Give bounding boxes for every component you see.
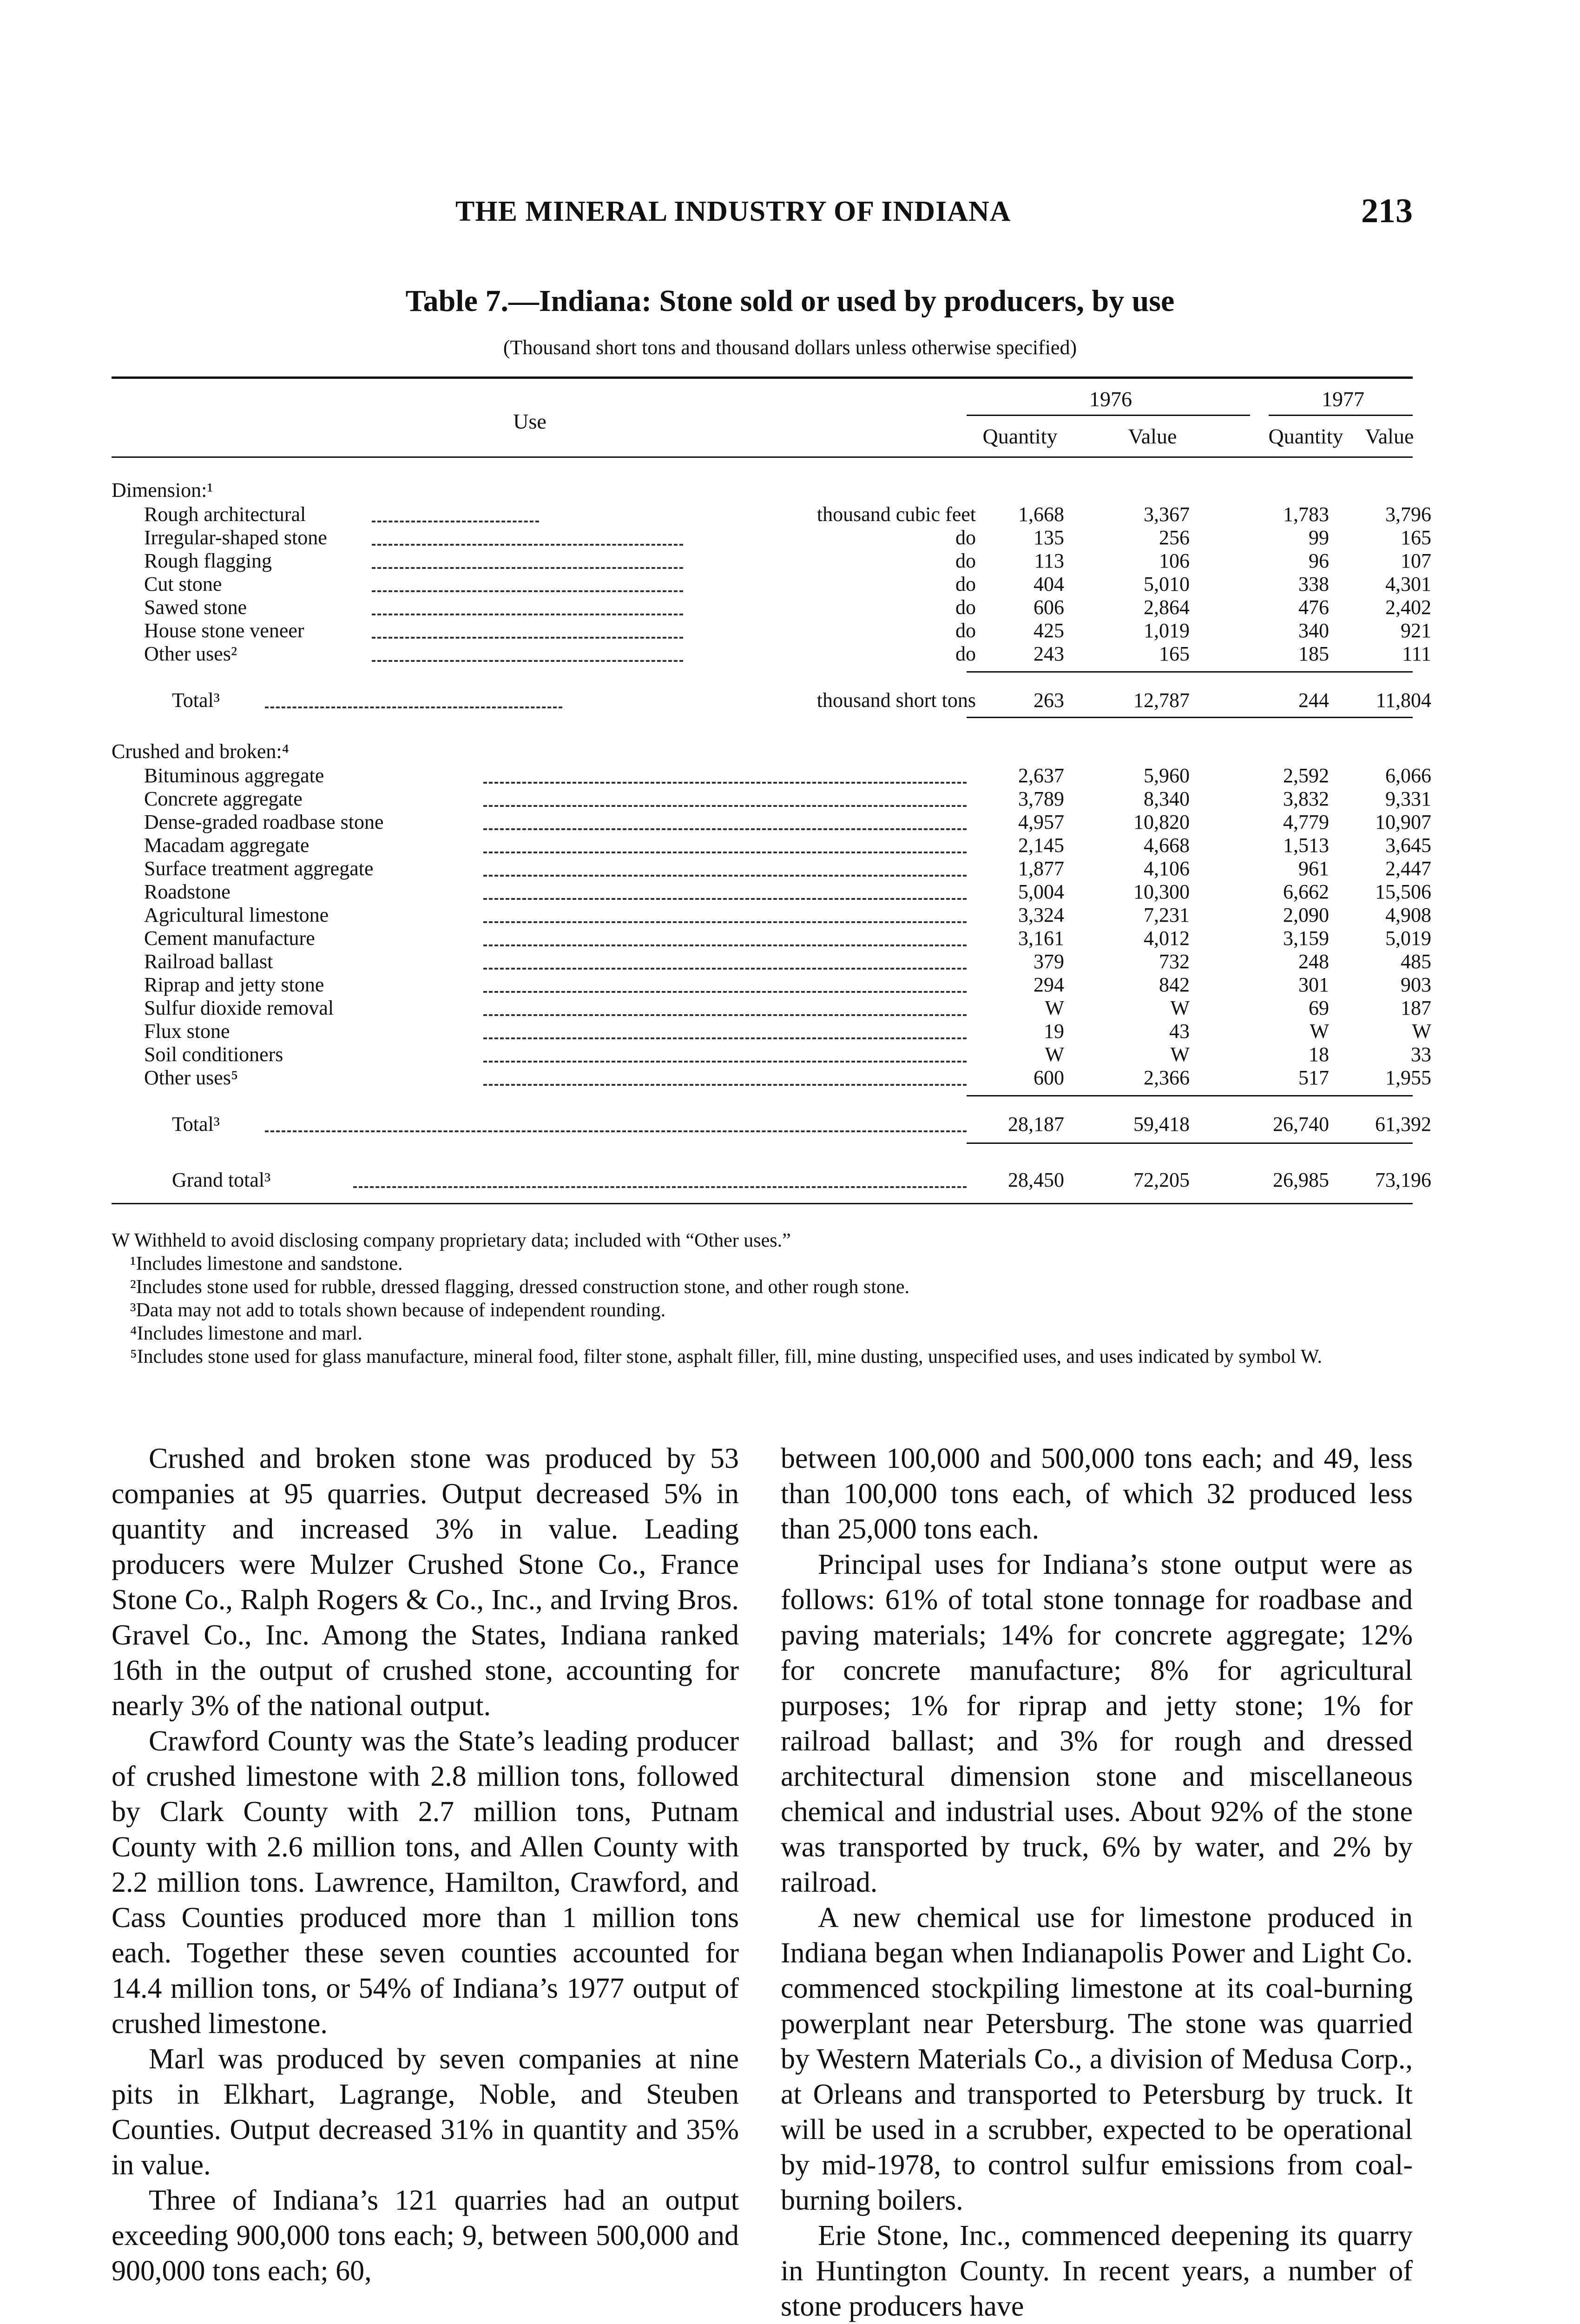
cell-q77: 338: [1298, 573, 1329, 595]
row-label: Dense-graded roadbase stone: [144, 811, 384, 833]
table-footnote: ⁵Includes stone used for glass manufacture, mineral food, filter stone, asphalt filler, fill, mine dusting, unspecified uses, and uses indicated by symbol W.: [130, 1346, 1323, 1367]
header-bottom-rule: [112, 456, 1413, 458]
cell-v76: 4,106: [1144, 857, 1190, 880]
row-label: Other uses⁵: [144, 1066, 238, 1089]
cell-q76: 425: [1034, 619, 1064, 642]
row-unit: do: [955, 549, 976, 572]
row-label: Sulfur dioxide removal: [144, 997, 334, 1019]
body-left-column: [112, 1441, 739, 2289]
cell-v76: 4,012: [1144, 927, 1190, 950]
cell-q76: 3,324: [1018, 904, 1064, 926]
table-row: [112, 1066, 1431, 1089]
dot-leader: [372, 590, 683, 615]
dot-leader: [372, 544, 683, 569]
cell-q77: 4,779: [1283, 811, 1329, 833]
table-footnote: ²Includes stone used for rubble, dressed flagging, dressed construction stone, and other rough stone.: [130, 1276, 910, 1298]
table-row: [112, 503, 1431, 526]
dot-leader: [483, 1037, 967, 1063]
cell-q76: W: [1045, 1043, 1064, 1066]
cell-q76: 28,450: [1008, 1169, 1064, 1191]
cell-v77: 2,402: [1385, 596, 1431, 619]
row-label: Railroad ballast: [144, 950, 273, 973]
cell-v76: 72,205: [1133, 1169, 1190, 1191]
cell-v77: 921: [1401, 619, 1431, 642]
col-header-value-1977: Value: [1365, 424, 1414, 448]
cell-q76: 379: [1034, 950, 1064, 973]
body-paragraph-continued: between 100,000 and 500,000 tons each; and 49, less than 100,000 tons each, of which 32 produced less than 25,000 tons each.: [781, 1443, 1413, 1545]
dot-leader: [372, 614, 683, 639]
cell-v77: 73,196: [1375, 1169, 1431, 1191]
table-footnote: ³Data may not add to totals shown because of independent rounding.: [130, 1300, 666, 1321]
table-title: Table 7.—Indiana: Stone sold or used by producers, by use: [405, 284, 1175, 318]
cell-v76: W: [1170, 1043, 1190, 1066]
row-label: Grand total³: [172, 1169, 271, 1191]
cell-q76: 5,004: [1018, 880, 1064, 903]
row-label: Total³: [172, 1113, 220, 1136]
row-label: Other uses²: [144, 642, 237, 665]
table-subtitle: (Thousand short tons and thousand dollars unless otherwise specified): [503, 336, 1077, 359]
cell-v76: 2,366: [1144, 1066, 1190, 1089]
cell-v76: 10,300: [1133, 880, 1190, 903]
cell-q77: 3,832: [1283, 787, 1329, 810]
page-number: 213: [1361, 192, 1413, 230]
row-label: Agricultural limestone: [144, 904, 329, 926]
cell-q77: 244: [1298, 689, 1329, 712]
cell-v76: 732: [1159, 950, 1190, 973]
table-row: [112, 596, 1431, 619]
cell-q77: 2,592: [1283, 764, 1329, 787]
dot-leader: [265, 1107, 967, 1132]
cell-v77: 1,955: [1385, 1066, 1431, 1089]
row-unit: do: [955, 642, 976, 665]
cell-v77: 11,804: [1376, 689, 1431, 712]
dot-leader: [372, 497, 539, 522]
cell-q77: 185: [1298, 642, 1329, 665]
body-paragraph: Principal uses for Indiana’s stone output were as follows: 61% of total stone tonnage for roadbase and paving materials; 14% for concrete aggregate; 12% for concrete manufacture; 8% for agricultural purposes; 1% for riprap and jetty stone; 1% for railroad ballast; and 3% for rough and dressed architectural dimension stone and miscellaneous chemical and industrial uses. About 92% of the stone was transported by truck, 6% by water, and 2% by railroad.: [781, 1549, 1413, 1898]
cell-q76: 600: [1034, 1066, 1064, 1089]
dot-leader: [265, 683, 562, 708]
cell-v76: 8,340: [1144, 787, 1190, 810]
row-label: Sawed stone: [144, 596, 247, 619]
cell-q77: 517: [1298, 1066, 1329, 1089]
dot-leader: [372, 521, 683, 546]
cell-v77: 485: [1401, 950, 1431, 973]
cell-q77: 26,740: [1273, 1113, 1329, 1136]
row-label: Macadam aggregate: [144, 834, 309, 857]
table-row-total: [112, 1113, 1431, 1136]
dot-leader: [483, 828, 967, 853]
section-heading-dimension: [112, 479, 1413, 502]
cell-v76: 43: [1169, 1020, 1190, 1043]
year-1976-underline: [967, 415, 1250, 416]
dot-leader: [483, 805, 967, 830]
cell-v76: 5,960: [1144, 764, 1190, 787]
row-label: Soil conditioners: [144, 1043, 283, 1066]
row-label: Dimension:¹: [112, 479, 213, 502]
body-paragraph: Marl was produced by seven companies at nine pits in Elkhart, Lagrange, Noble, and Steuben Counties. Output decreased 31% in quantity and 35% in value.: [112, 2043, 739, 2181]
cell-q76: 3,789: [1018, 787, 1064, 810]
subtotal-rule: [967, 671, 1413, 673]
col-header-quantity-1976: Quantity: [982, 424, 1058, 448]
cell-v77: 107: [1401, 549, 1431, 572]
cell-q77: 26,985: [1273, 1169, 1329, 1191]
table-row: [112, 619, 1431, 642]
col-header-value-1976: Value: [1128, 424, 1177, 448]
row-label: Concrete aggregate: [144, 787, 303, 810]
cell-q76: 135: [1034, 526, 1064, 549]
dot-leader: [483, 968, 967, 993]
table-footnote: ¹Includes limestone and sandstone.: [130, 1253, 403, 1274]
cell-q77: 2,090: [1283, 904, 1329, 926]
cell-v77: 111: [1402, 642, 1431, 665]
row-unit: do: [955, 526, 976, 549]
grandtotal-rule: [967, 1142, 1413, 1144]
body-paragraph: A new chemical use for limestone produced in Indiana began when Indianapolis Power and Light Co. commenced stockpiling limestone at its coal-burning powerplant near Petersburg. The stone was quarried by Western Materials Co., a division of Medusa Corp., at Orleans and transported to Petersburg by truck. It will be used in a scrubber, expected to be operational by mid-1978, to control sulfur emissions from coal-burning boilers.: [781, 1902, 1413, 2216]
row-unit: do: [955, 573, 976, 595]
dot-leader: [483, 898, 967, 923]
row-label: Rough flagging: [144, 549, 272, 572]
cell-q77: 301: [1298, 973, 1329, 996]
cell-v77: 15,506: [1375, 880, 1431, 903]
row-label: Rough architectural: [144, 503, 306, 526]
cell-v76: 165: [1159, 642, 1190, 665]
subtotal-rule: [967, 1095, 1413, 1096]
cell-q77: 1,513: [1283, 834, 1329, 857]
cell-v77: 9,331: [1385, 787, 1431, 810]
table-footnote: ⁴Includes limestone and marl.: [130, 1323, 362, 1344]
dot-leader: [372, 637, 683, 662]
cell-v77: 5,019: [1385, 927, 1431, 950]
table-footnote: W Withheld to avoid disclosing company proprietary data; included with “Other uses.”: [112, 1230, 791, 1251]
cell-q76: 19: [1044, 1020, 1064, 1043]
dot-leader: [483, 875, 967, 900]
cell-q77: 6,662: [1283, 880, 1329, 903]
dot-leader: [483, 1061, 967, 1086]
col-header-quantity-1977: Quantity: [1268, 424, 1343, 448]
table-row-grand-total: [112, 1169, 1431, 1192]
cell-v77: 3,645: [1385, 834, 1431, 857]
dot-leader: [483, 921, 967, 946]
dot-leader: [483, 759, 967, 784]
row-unit: thousand short tons: [816, 689, 976, 712]
dot-leader: [353, 1163, 967, 1188]
cell-v76: 59,418: [1133, 1113, 1190, 1136]
cell-q77: 340: [1298, 619, 1329, 642]
cell-q77: 3,159: [1283, 927, 1329, 950]
cell-v77: 2,447: [1385, 857, 1431, 880]
cell-v76: 1,019: [1144, 619, 1190, 642]
table-row: [112, 573, 1431, 596]
cell-v76: 106: [1159, 549, 1190, 572]
cell-v76: 12,787: [1133, 689, 1190, 712]
cell-q76: 243: [1034, 642, 1064, 665]
cell-q77: 99: [1309, 526, 1329, 549]
row-label: Riprap and jetty stone: [144, 973, 324, 996]
cell-v76: 256: [1159, 526, 1190, 549]
row-label: Irregular-shaped stone: [144, 526, 327, 549]
row-label: Crushed and broken:⁴: [112, 740, 289, 763]
cell-q77: 476: [1298, 596, 1329, 619]
dot-leader: [483, 782, 967, 807]
col-header-use: Use: [513, 409, 546, 433]
dot-leader: [372, 567, 683, 592]
cell-v77: 4,908: [1385, 904, 1431, 926]
section-rule: [967, 717, 1413, 718]
table-row: [112, 642, 1431, 666]
row-label: Total³: [172, 689, 220, 712]
cell-q77: 18: [1309, 1043, 1329, 1066]
dot-leader: [483, 852, 967, 877]
col-header-1977: 1977: [1322, 387, 1364, 411]
cell-q76: 2,145: [1018, 834, 1064, 857]
cell-v77: 165: [1401, 526, 1431, 549]
cell-v77: 903: [1401, 973, 1431, 996]
cell-v76: 5,010: [1144, 573, 1190, 595]
cell-v76: 4,668: [1144, 834, 1190, 857]
row-unit: do: [955, 619, 976, 642]
cell-q76: 1,877: [1018, 857, 1064, 880]
table-top-rule: [112, 376, 1413, 379]
cell-q76: 606: [1034, 596, 1064, 619]
cell-v76: W: [1170, 997, 1190, 1019]
table-row: [112, 526, 1431, 549]
body-paragraph: Crushed and broken stone was produced by 53 companies at 95 quarries. Output decreased 5% in quantity and increased 3% in value. Leading producers were Mulzer Crushed Stone Co., France Stone Co., Ralph Rogers & Co., Inc., and Irving Bros. Gravel Co., Inc. Among the States, Indiana ranked 16th in the output of crushed stone, accounting for nearly 3% of the national output.: [112, 1443, 739, 1722]
cell-q77: W: [1310, 1020, 1329, 1043]
cell-q76: 404: [1034, 573, 1064, 595]
year-1977-underline: [1269, 415, 1413, 416]
running-title: THE MINERAL INDUSTRY OF INDIANA: [455, 196, 1011, 227]
cell-v76: 2,864: [1144, 596, 1190, 619]
row-unit: thousand cubic feet: [816, 503, 976, 526]
cell-q76: 4,957: [1018, 811, 1064, 833]
row-label: Surface treatment aggregate: [144, 857, 374, 880]
cell-v76: 3,367: [1144, 503, 1190, 526]
row-label: Flux stone: [144, 1020, 230, 1043]
table-row-total: [112, 689, 1431, 712]
dot-leader: [483, 1014, 967, 1039]
cell-v77: 6,066: [1385, 764, 1431, 787]
row-label: Cut stone: [144, 573, 222, 595]
row-unit: do: [955, 596, 976, 619]
row-label: Cement manufacture: [144, 927, 315, 950]
page-header: [112, 192, 1413, 232]
table-row: [112, 549, 1431, 573]
row-label: Bituminous aggregate: [144, 764, 324, 787]
cell-v77: W: [1412, 1020, 1431, 1043]
dot-leader: [483, 991, 967, 1016]
cell-q77: 248: [1298, 950, 1329, 973]
row-label: Roadstone: [144, 880, 230, 903]
cell-q76: 294: [1034, 973, 1064, 996]
cell-q76: 3,161: [1018, 927, 1064, 950]
body-paragraph: Crawford County was the State’s leading producer of crushed limestone with 2.8 million tons, followed by Clark County with 2.7 million tons, Putnam County with 2.6 million tons, and Allen County with 2.2 million tons. Lawrence, Hamilton, Crawford, and Cass Counties produced more than 1 million tons each. Together these seven counties accounted for 14.4 million tons, or 54% of Indiana’s 1977 output of crushed limestone.: [112, 1725, 739, 2040]
cell-q76: 28,187: [1008, 1113, 1064, 1136]
cell-q76: 263: [1034, 689, 1064, 712]
cell-v77: 61,392: [1375, 1113, 1431, 1136]
cell-q76: W: [1045, 997, 1064, 1019]
cell-v77: 10,907: [1375, 811, 1431, 833]
body-paragraph: Erie Stone, Inc., commenced deepening its quarry in Huntington County. In recent years, a number of stone producers have: [781, 2220, 1413, 2322]
cell-v77: 3,796: [1385, 503, 1431, 526]
cell-v76: 7,231: [1144, 904, 1190, 926]
cell-v76: 10,820: [1133, 811, 1190, 833]
cell-q76: 2,637: [1018, 764, 1064, 787]
cell-q76: 1,668: [1018, 503, 1064, 526]
cell-q77: 96: [1309, 549, 1329, 572]
cell-q77: 1,783: [1283, 503, 1329, 526]
col-header-1976: 1976: [1089, 387, 1132, 411]
cell-v77: 33: [1411, 1043, 1431, 1066]
row-label: House stone veneer: [144, 619, 304, 642]
cell-v77: 187: [1401, 997, 1431, 1019]
table-bottom-rule: [112, 1203, 1413, 1204]
cell-q76: 113: [1034, 549, 1064, 572]
body-paragraph: Three of Indiana’s 121 quarries had an output exceeding 900,000 tons each; 9, between 500,000 and 900,000 tons each; 60,: [112, 2185, 739, 2287]
cell-v76: 842: [1159, 973, 1190, 996]
cell-q77: 961: [1298, 857, 1329, 880]
cell-v77: 4,301: [1385, 573, 1431, 595]
body-right-column: [781, 1441, 1413, 2324]
dot-leader: [483, 944, 967, 970]
cell-q77: 69: [1309, 997, 1329, 1019]
